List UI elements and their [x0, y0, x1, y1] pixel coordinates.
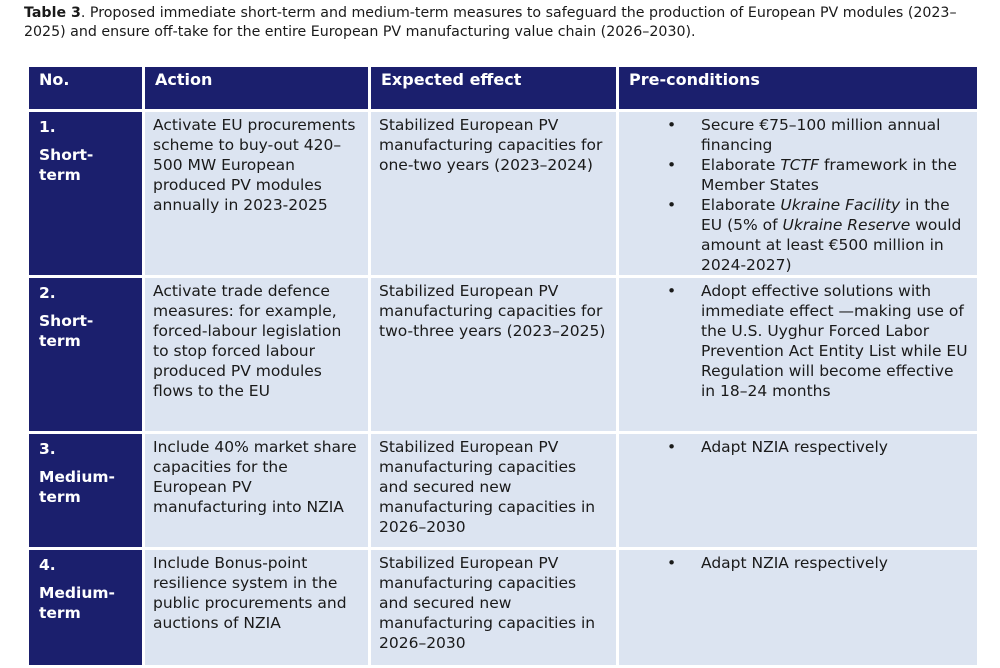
precondition-text: Secure €75–100 million annual financing [701, 116, 941, 154]
table-row [29, 550, 977, 665]
action-cell: Activate trade defence measures: for example, forced-labour legislation to stop forced labour produced PV modules flows to the EU [145, 278, 368, 431]
preconditions-list [627, 115, 969, 275]
preconditions-list [627, 281, 969, 401]
precondition-italic-text: Ukraine Reserve [782, 216, 911, 234]
precondition-item [627, 155, 969, 195]
table-row [29, 434, 977, 547]
measure-term: Short-term [39, 312, 94, 350]
measures-table [26, 64, 980, 668]
expected-effect-cell: Stabilized European PV manufacturing capacities for one-two years (2023–2024) [371, 112, 616, 275]
caption-text: . Proposed immediate short-term and medium-term measures to safeguard the production of European PV modules (2023–2025) and ensure off-take for the entire European PV manufacturing value chain (2026–2030). [24, 5, 957, 40]
measure-term: Short-term [39, 146, 94, 184]
bullet-icon: • [667, 282, 677, 300]
action-cell: Include 40% market share capacities for the European PV manufacturing into NZIA [145, 434, 368, 547]
header-no: No. [29, 67, 142, 109]
preconditions-cell [619, 112, 977, 275]
precondition-text: Adapt NZIA respectively [701, 438, 888, 456]
header-preconditions: Pre-conditions [619, 67, 977, 109]
header-action: Action [145, 67, 368, 109]
precondition-item [627, 553, 969, 573]
measure-number: 1. [39, 118, 56, 136]
table-row [29, 112, 977, 275]
bullet-icon: • [667, 196, 677, 214]
header-expected-effect: Expected effect [371, 67, 616, 109]
bullet-icon: • [667, 116, 677, 134]
preconditions-list [627, 437, 969, 457]
measure-number: 3. [39, 440, 56, 458]
preconditions-cell [619, 278, 977, 431]
precondition-text: in the EU (5% of [701, 196, 950, 234]
expected-effect-cell: Stabilized European PV manufacturing capacities for two-three years (2023–2025) [371, 278, 616, 431]
precondition-text: framework in the Member States [701, 156, 957, 194]
precondition-italic-text: TCTF [780, 156, 820, 174]
measure-term: Medium-term [39, 468, 115, 506]
precondition-item [627, 437, 969, 457]
measure-number-cell [29, 112, 142, 275]
measure-number-cell [29, 550, 142, 665]
precondition-item [627, 115, 969, 155]
precondition-item [627, 281, 969, 401]
precondition-text: would amount at least €500 million in 2024-2027) [701, 216, 962, 274]
measure-number-cell [29, 434, 142, 547]
table-row [29, 278, 977, 431]
measure-number-cell [29, 278, 142, 431]
expected-effect-cell: Stabilized European PV manufacturing capacities and secured new manufacturing capacities in 2026–2030 [371, 434, 616, 547]
measure-term: Medium-term [39, 584, 115, 622]
caption-label: Table 3 [24, 5, 81, 21]
expected-effect-cell: Stabilized European PV manufacturing capacities and secured new manufacturing capacities in 2026–2030 [371, 550, 616, 665]
bullet-icon: • [667, 156, 677, 174]
preconditions-list [627, 553, 969, 573]
measure-number: 2. [39, 284, 56, 302]
measure-number: 4. [39, 556, 56, 574]
precondition-item [627, 195, 969, 275]
action-cell: Activate EU procurements scheme to buy-out 420–500 MW European produced PV modules annually in 2023-2025 [145, 112, 368, 275]
preconditions-cell [619, 434, 977, 547]
precondition-text: Elaborate [701, 156, 781, 174]
precondition-text: Adopt effective solutions with immediate effect —making use of the U.S. Uyghur Forced Labor Prevention Act Entity List while EU Regulation will become effective in 18–24 months [701, 282, 968, 400]
table-header-row [29, 67, 977, 109]
precondition-text: Elaborate [701, 196, 781, 214]
precondition-text: Adapt NZIA respectively [701, 554, 888, 572]
action-cell: Include Bonus-point resilience system in the public procurements and auctions of NZIA [145, 550, 368, 665]
preconditions-cell [619, 550, 977, 665]
bullet-icon: • [667, 438, 677, 456]
table-caption [24, 4, 984, 42]
precondition-italic-text: Ukraine Facility [780, 196, 901, 214]
bullet-icon: • [667, 554, 677, 572]
